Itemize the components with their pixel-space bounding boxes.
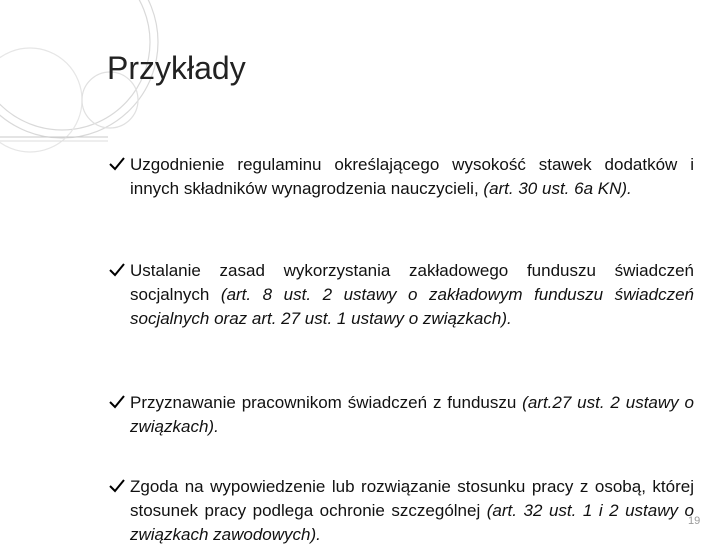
bullet-main-text: Ustalanie zasad wykorzystania zakładowego funduszu świadczeń socjalnych: [130, 261, 694, 304]
bullet-main-text: Przyznawanie pracownikom świadczeń z funduszu: [130, 393, 523, 412]
checkmark-icon: [108, 261, 126, 279]
bullet-text: [130, 259, 694, 331]
bullet-main-text: Zgoda na wypowiedzenie lub rozwiązanie stosunku pracy z osobą, której stosunek pracy podlega ochronie szczególnej: [130, 477, 694, 520]
bullet-legal-reference: (art.27 ust. 2 ustawy o związkach).: [130, 393, 694, 436]
bullet-item: [108, 259, 694, 331]
slide-title: Przykłady: [107, 50, 246, 86]
bullet-legal-reference: (art. 32 ust. 1 i 2 ustawy o związkach zawodowych).: [130, 501, 694, 544]
bullet-item: [108, 475, 694, 547]
bullet-legal-reference: (art. 30 ust. 6a KN).: [483, 179, 632, 198]
checkmark-icon: [108, 393, 126, 411]
bullet-item: [108, 153, 694, 201]
bullet-text: [130, 475, 694, 547]
checkmark-icon: [108, 477, 126, 495]
bullet-item: [108, 391, 694, 439]
bullet-text: [130, 153, 694, 201]
checkmark-icon: [108, 155, 126, 173]
bullet-text: [130, 391, 694, 439]
bullet-main-text: Uzgodnienie regulaminu określającego wysokość stawek dodatków i innych składników wynagrodzenia nauczycieli,: [130, 155, 694, 198]
page-number: 19: [688, 515, 701, 527]
bullet-legal-reference: (art. 8 ust. 2 ustawy o zakładowym funduszu świadczeń socjalnych oraz art. 27 ust. 1 ustawy o związkach).: [130, 285, 694, 328]
